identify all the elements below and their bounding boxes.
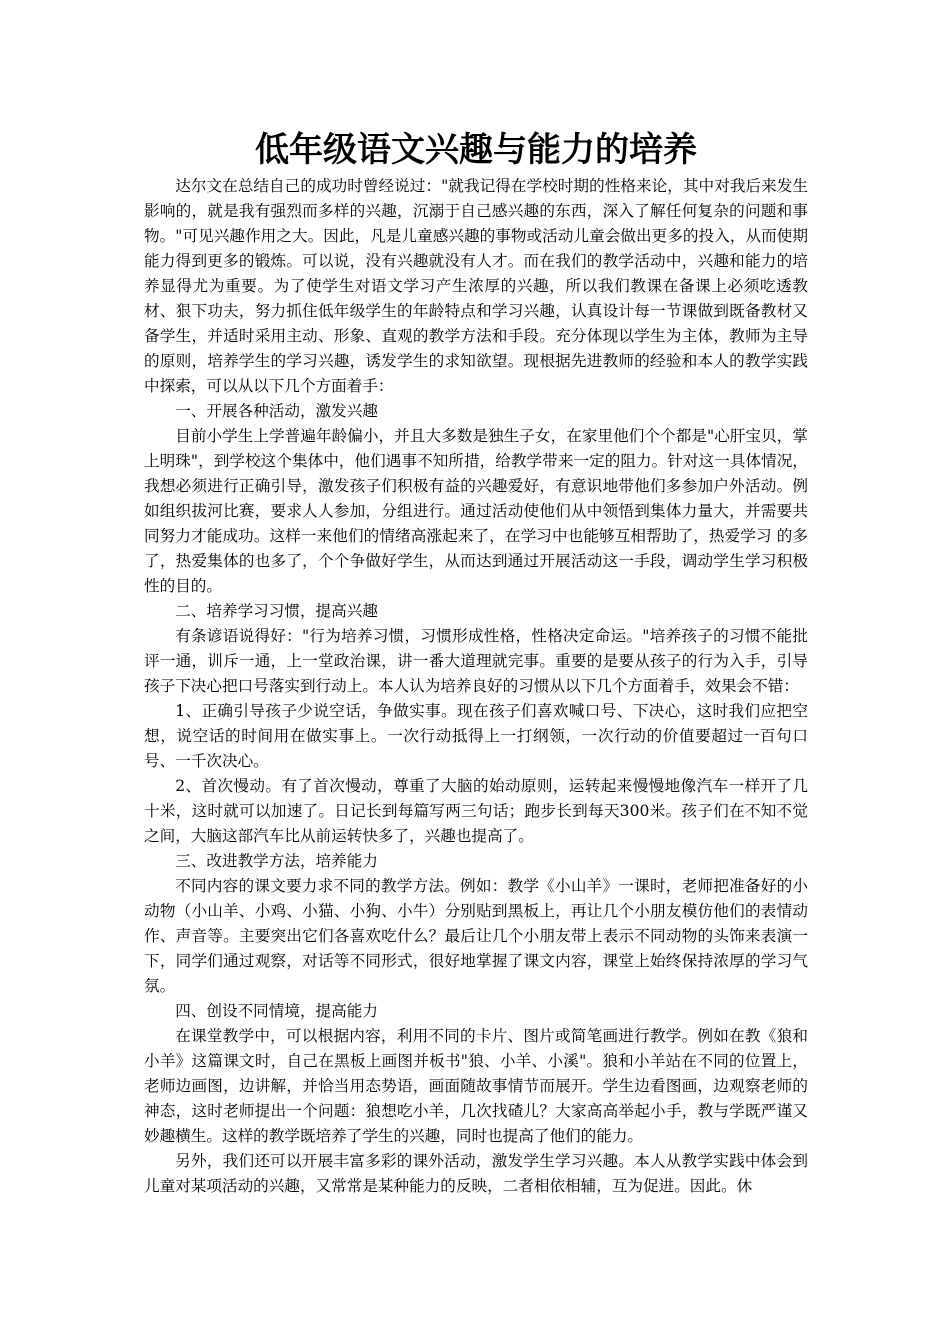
body-paragraph: 在课堂教学中，可以根据内容，利用不同的卡片、图片或简笔画进行教学。例如在教《狼和小羊》这篇课文时，自己在黑板上画图并板书"狼、小羊、小溪"。狼和小羊站在不同的位置上，老师边画图，边讲解，并恰当用态势语，画面随故事情节而展开。学生边看图画，边观察老师的神态，这时老师提出一个问题：狼想吃小羊，几次找碴儿？大家高高举起小手，教与学既严谨又妙趣横生。这样的教学既培养了学生的兴趣，同时也提高了他们的能力。 (144, 1027, 808, 1145)
document-body (144, 174, 808, 1199)
body-paragraph: 目前小学生上学普遍年龄偏小，并且大多数是独生子女，在家里他们个个都是"心肝宝贝，掌上明珠"，到学校这个集体中，他们遇事不知所措，给教学带来一定的阻力。针对这一具体情况，我想必须进行正确引导，激发孩子们积极有益的兴趣爱好，有意识地带他们多参加户外活动。例如组织拔河比赛，要求人人参加，分组进行。通过活动使他们从中领悟到集体力量大，并需要共同努力才能成功。这样一来他们的情绪高涨起来了，在学习中也能够互相帮助了，热爱学习 的多了，热爱集体的也多了，个个争做好学生，从而达到通过开展活动这一手段，调动学生学习积极性的目的。 (144, 427, 808, 595)
body-paragraph: 达尔文在总结自己的成功时曾经说过："就我记得在学校时期的性格来论，其中对我后来发生影响的，就是我有强烈而多样的兴趣，沉溺于自己感兴趣的东西，深入了解任何复杂的问题和事物。"可见兴趣作用之大。因此，凡是儿童感兴趣的事物或活动儿童会做出更多的投入，从而使期能力得到更多的锻炼。可以说，没有兴趣就没有人才。而在我们的教学活动中，兴趣和能力的培养显得尤为重要。为了使学生对语文学习产生浓厚的兴趣，所以我们教课在备课上必须吃透教材、狠下功夫，努力抓住低年级学生的年龄特点和学习兴趣，认真设计每一节课做到既备教材又备学生，并适时采用主动、形象、直观的教学方法和手段。充分体现以学生为主体，教师为主导的原则，培养学生的学习兴趣，诱发学生的求知欲望。现根据先进教师的经验和本人的教学实践中探索，可以从以下几个方面着手： (144, 177, 808, 395)
section-heading: 四、创设不同情境，提高能力 (175, 1002, 378, 1020)
body-paragraph: 有条谚语说得好："行为培养习惯，习惯形成性格，性格决定命运。"培养孩子的习惯不能批评一通，训斥一通，上一堂政治课，讲一番大道理就完事。重要的是要从孩子的行为入手，引导孩子下决心把口号落实到行动上。本人认为培养良好的习惯从以下几个方面着手，效果会不错： (144, 627, 808, 695)
body-paragraph: 不同内容的课文要力求不同的教学方法。例如：教学《小山羊》一课时，老师把准备好的小动物（小山羊、小鸡、小猫、小狗、小牛）分别贴到黑板上，再让几个小朋友模仿他们的表情动作、声音等。主要突出它们各喜欢吃什么？最后让几个小朋友带上表示不同动物的头饰来表演一下，同学们通过观察，对话等不同形式，很好地掌握了课文内容，课堂上始终保持浓厚的学习气氛。 (144, 877, 808, 995)
section-heading: 一、开展各种活动，激发兴趣 (175, 402, 378, 420)
document-page (144, 128, 808, 1199)
section-heading: 三、改进教学方法，培养能力 (175, 852, 378, 870)
body-paragraph: 2、首次慢动。有了首次慢动，尊重了大脑的始动原则，运转起来慢慢地像汽车一样开了几十米，这时就可以加速了。日记长到每篇写两三句话；跑步长到每天300米。孩子们在不知不觉之间，大脑这部汽车比从前运转快多了，兴趣也提高了。 (144, 777, 808, 845)
body-paragraph: 1、正确引导孩子少说空话，争做实事。现在孩子们喜欢喊口号、下决心，这时我们应把空想，说空话的时间用在做实事上。一次行动抵得上一打纲领，一次行动的价值要超过一百句口号、一千次决心。 (144, 702, 808, 770)
document-title: 低年级语文兴趣与能力的培养 (255, 130, 697, 170)
section-heading: 二、培养学习习惯，提高兴趣 (175, 602, 378, 620)
body-paragraph: 另外，我们还可以开展丰富多彩的课外活动，激发学生学习兴趣。本人从教学实践中体会到儿童对某项活动的兴趣，又常常是某种能力的反映，二者相依相辅，互为促进。因此。休 (144, 1152, 808, 1195)
